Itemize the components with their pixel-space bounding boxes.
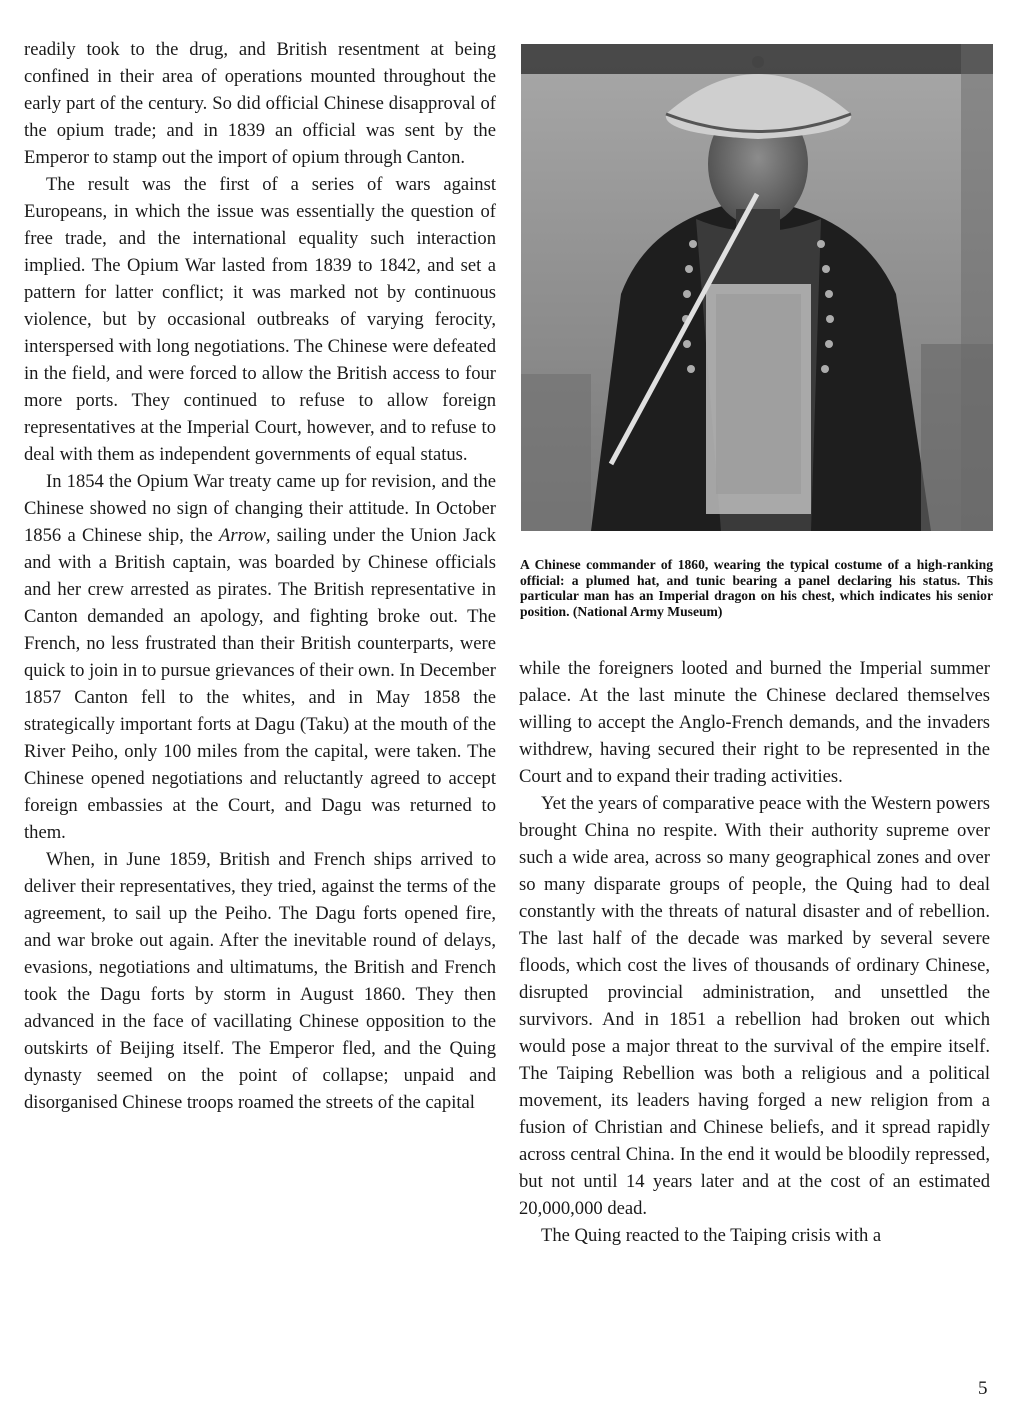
paragraph-opium-trade: readily took to the drug, and British resentment at being confined in their area of operations mounted throughout the early part of the century. So did official Chinese disapproval of the opium trade; and in 1839 an official was sent by the Emperor to stamp out the import of opium through Canton.	[24, 39, 496, 168]
paragraph-opium-war: The result was the first of a series of wars against Europeans, in which the issue was essentially the question of free trade, and the international equality such interaction implied. The Opium War lasted from 1839 to 1842, and set a pattern for latter conflict; it was marked not by continuous violence, but by occasional outbreaks of varying ferocity, interspersed with long negotiations. The Chinese were defeated in the field, and were forced to allow the British access to four more ports. They continued to refuse to allow foreign representatives at the Imperial Court, however, and to refuse to deal with them as independent governments of equal status.	[24, 174, 496, 465]
portrait-photograph	[521, 44, 993, 531]
ship-name-arrow: Arrow	[219, 525, 266, 546]
paragraph-arrow-part-a: In 1854 the Opium War treaty came up for revision, and the Chinese showed no sign of changing their attitude. In October 1856 a Chinese ship, the	[24, 471, 496, 546]
paragraph-arrow-incident	[24, 468, 496, 846]
page-number: 5	[978, 1378, 988, 1399]
paragraph-arrow-part-b: , sailing under the Union Jack and with a British captain, was boarded by Chinese officials and her crew arrested as pirates. The British representative in Canton demanded an apology, and fighting broke out. The French, no less frustrated than their British counterparts, were quick to join in to pursue grievances of their own. In December 1857 Canton fell to the whites, and in May 1858 the strategically important forts at Dagu (Taku) at the mouth of the River Peiho, only 100 miles from the capital, were taken. The Chinese opened negotiations and reluctantly agreed to accept foreign embassies at the Court, and Dagu was returned to them.	[24, 525, 496, 843]
paragraph-dagu-forts: When, in June 1859, British and French ships arrived to deliver their representatives, they tried, against the terms of the agreement, to sail up the Peiho. The Dagu forts opened fire, and war broke out again. After the inevitable round of delays, evasions, negotiations and ultimatums, the British and French took the Dagu forts by storm in August 1860. They then advanced in the face of vacillating Chinese opposition to the outskirts of Beijing itself. The Emperor fled, and the Quing dynasty seemed on the point of collapse; unpaid and disorganised Chinese troops roamed the streets of the capital	[24, 849, 496, 1113]
figure-caption: A Chinese commander of 1860, wearing the typical costume of a high-ranking official: a plumed hat, and tunic bearing a panel declaring his status. This particular man has an Imperial dragon on his chest, which indicates his senior position. (National Army Museum)	[520, 557, 993, 619]
left-text-column	[24, 36, 496, 1116]
chinese-commander-photo	[521, 44, 993, 531]
paragraph-taiping-rebellion: Yet the years of comparative peace with the Western powers brought China no respite. With their authority supreme over such a wide area, across so many geographical zones and over so many disparate groups of people, the Quing had to deal constantly with the threats of natural disaster and of rebellion. The last half of the decade was marked by several severe floods, which cost the lives of thousands of ordinary Chinese, disrupted provincial administration, and unsettled the survivors. And in 1851 a rebellion had broken out which would pose a major threat to the survival of the empire itself. The Taiping Rebellion was both a religious and a political movement, its leaders having forged a new religion from a fusion of Christian and Chinese beliefs, and it spread rapidly across central China. In the end it would be bloodily repressed, but not until 14 years later and at the cost of an estimated 20,000,000 dead.	[519, 793, 990, 1219]
paragraph-summer-palace: while the foreigners looted and burned the Imperial summer palace. At the last minute the Chinese declared themselves willing to accept the Anglo-French demands, and the invaders withdrew, having secured their right to be represented in the Court and to expand their trading activities.	[519, 658, 990, 787]
paragraph-quing-reaction: The Quing reacted to the Taiping crisis with a	[541, 1225, 882, 1246]
right-text-column	[519, 655, 990, 1249]
